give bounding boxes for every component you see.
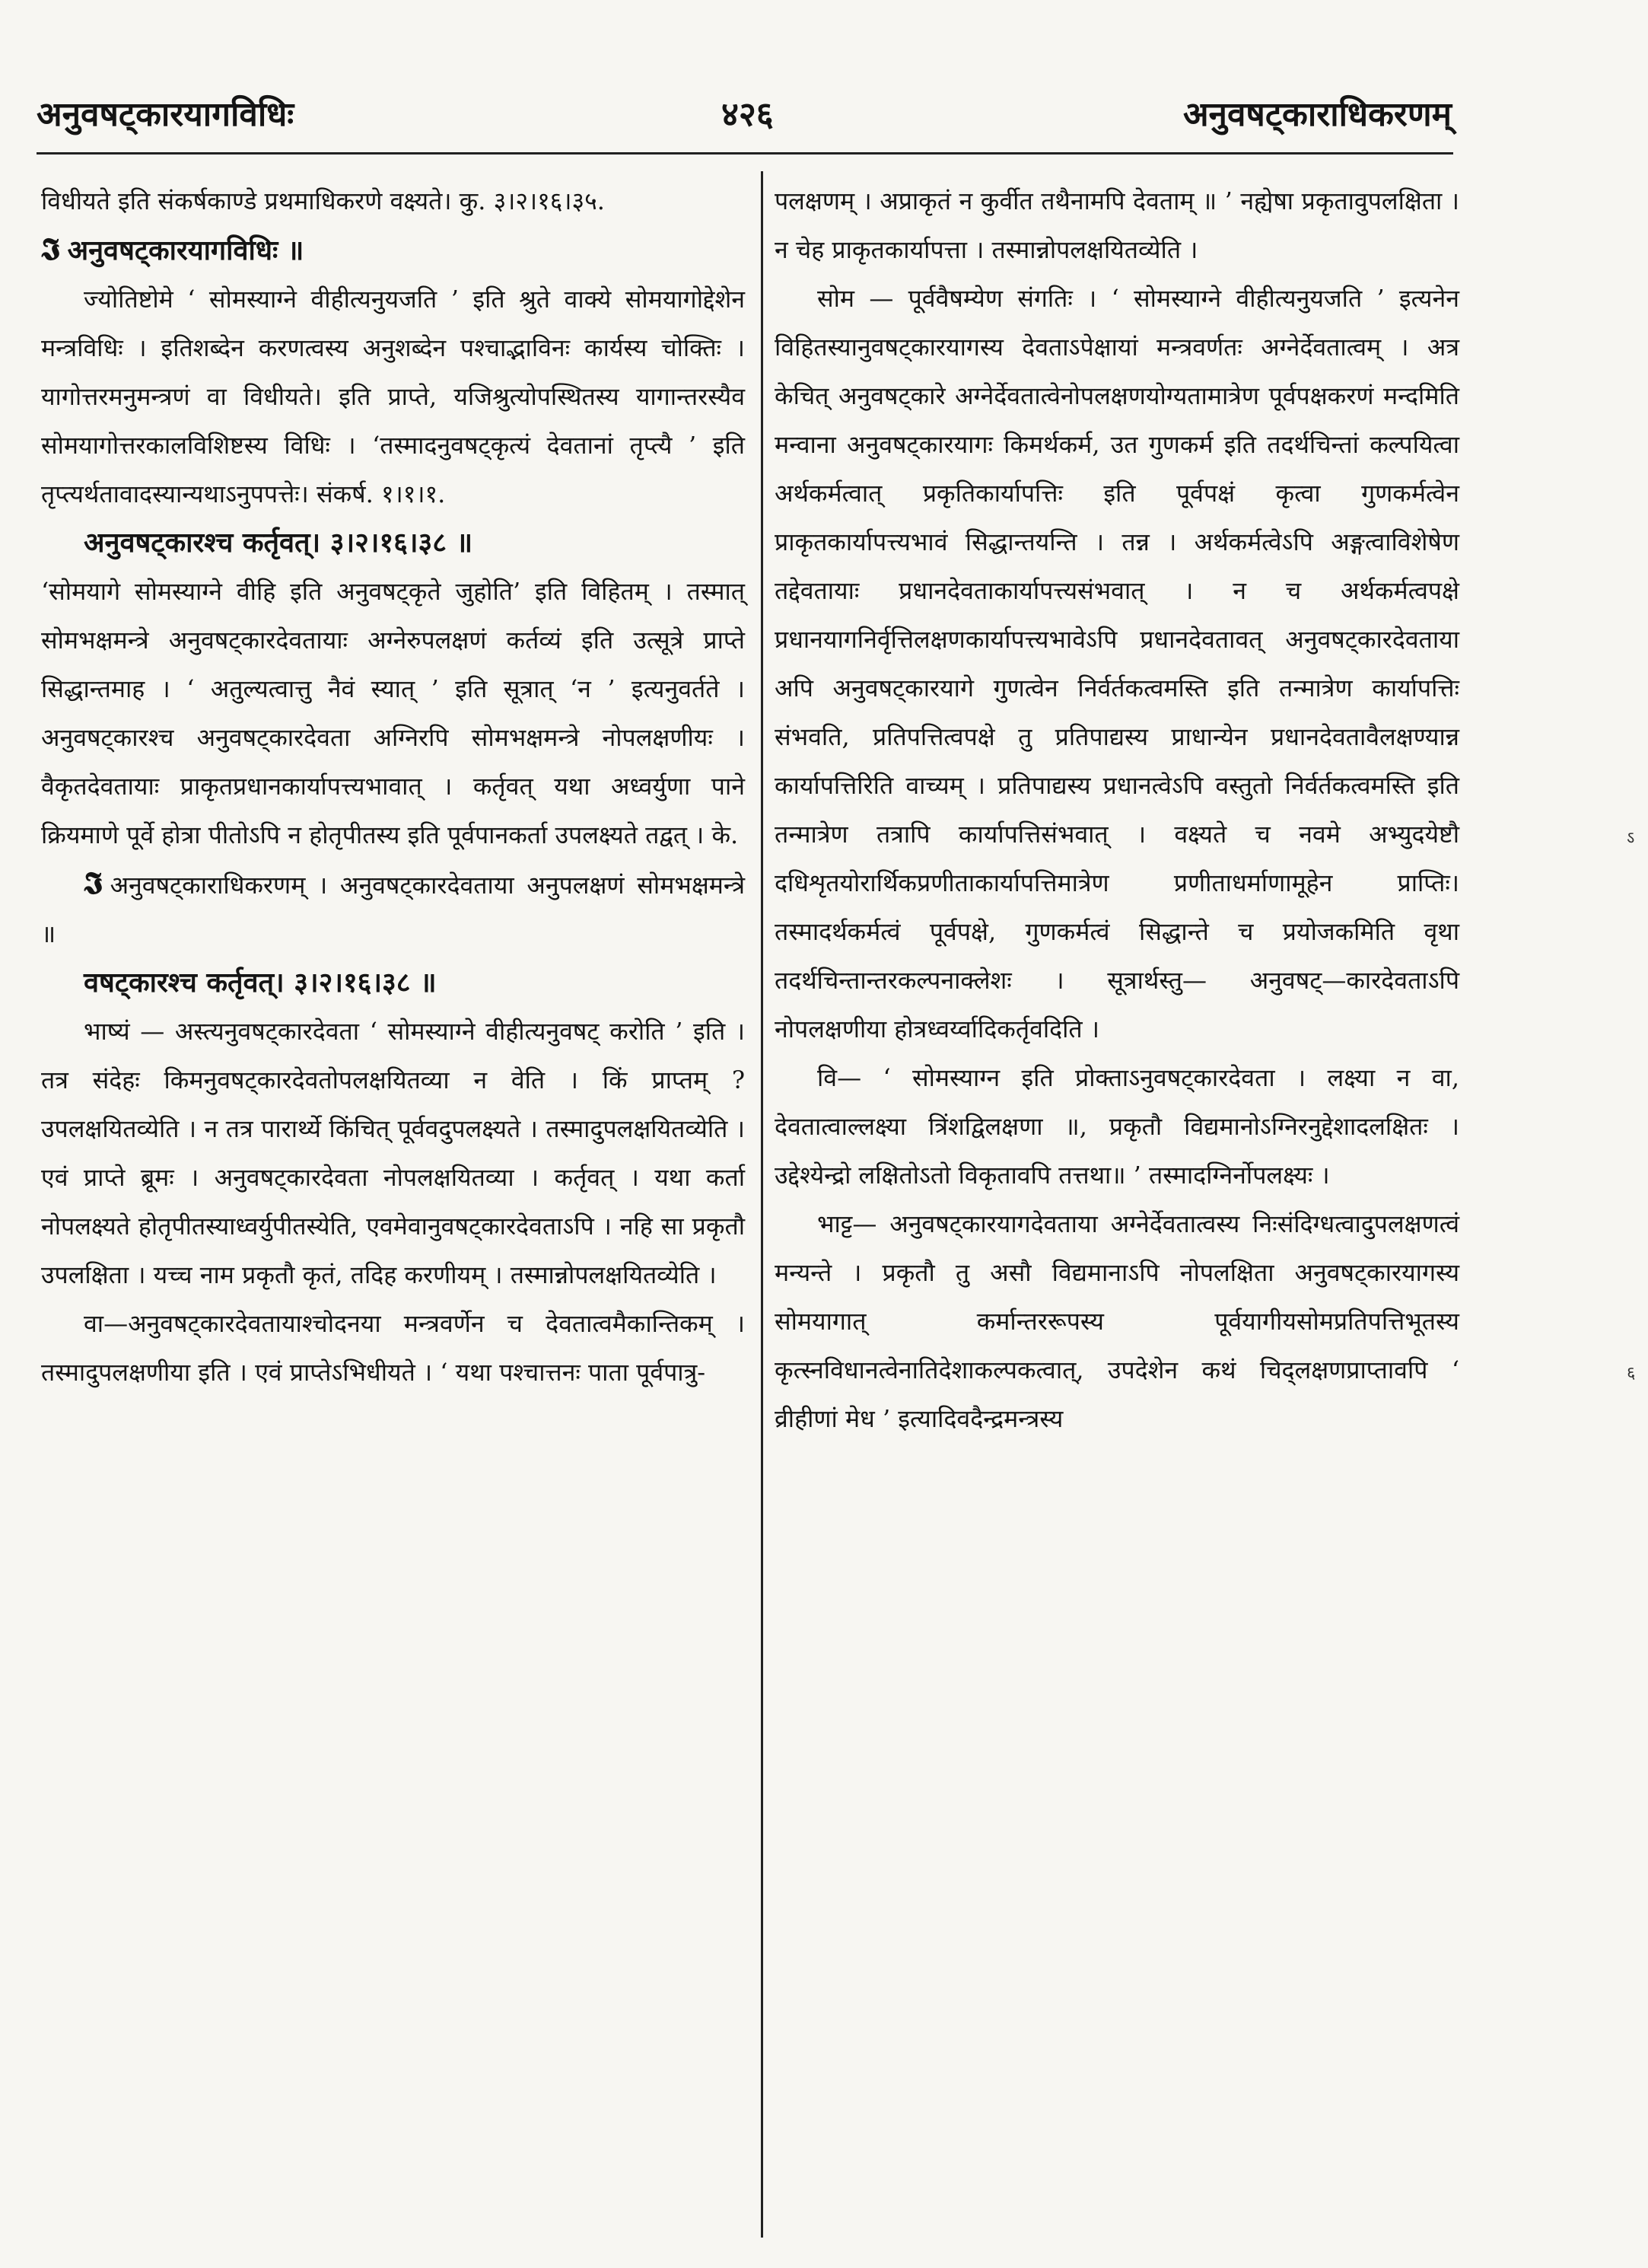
page-number: ४२६: [721, 95, 774, 134]
paragraph: भाष्यं — अस्त्यनुवषट्कारदेवता ‘ सोमस्याग्ने वीहीत्यनुवषट् करोति ’ इति । तत्र संदेहः किमनुवषट्कारदेवतोपलक्षयितव्या न वेति । किं प्राप्तम् ? उपलक्षयितव्येति । न तत्र पारार्थ्ये किंचित् पूर्ववदुपलक्ष्यते । तस्मादुपलक्षयितव्येति । एवं प्राप्ते ब्रूमः । अनुवषट्कारदेवता नोपलक्षयितव्या । कर्तृवत् । यथा कर्ता नोपलक्ष्यते होतृपीतस्याध्वर्युपीतस्येति, एवमेवानुवषट्कारदेवताऽपि । नहि सा प्रकृतौ उपलक्षिता । यच्च नाम प्रकृतौ कृतं, तदिह करणीयम् । तस्मान्नोपलक्षयितव्येति ।: [41, 1017, 745, 1289]
adhikarana-heading: 𝕴 अनुवषट्काराधिकरणम् । अनुवषट्कारदेवताया अनुपलक्षणं सोमभक्षमन्त्रे ॥: [41, 865, 745, 948]
sutra-heading: अनुवषट्कारश्च कर्तृवत्। ३।२।१६।३८ ॥: [84, 527, 473, 559]
left-column: [41, 177, 745, 1397]
paragraph: विधीयते इति संकर्षकाण्डे प्रथमाधिकरणे वक्ष्यते। कु. ३।२।१६।३५.: [41, 186, 605, 215]
paragraph: वि— ‘ सोमस्याग्न इति प्रोक्ताऽनुवषट्कारदेवता । लक्ष्या न वा, देवतात्वाल्लक्ष्या त्रिंशद्विलक्षणा ॥, प्रकृतौ विद्यमानोऽग्निरनुद्देशादलक्षितः । उद्देश्येन्द्रो लक्षितोऽतो विकृतावपि तत्तथा॥ ’ तस्मादग्निर्नोपलक्ष्यः ।: [775, 1063, 1459, 1190]
header-right-title: अनुवषट्काराधिकरणम्: [1182, 95, 1452, 134]
section-heading: 𝕴 अनुवषट्कारयागविधिः ॥: [41, 231, 304, 267]
margin-mark: ६: [1627, 1364, 1636, 1383]
sutra-heading: वषट्कारश्च कर्तृवत्। ३।२।१६।३८ ॥: [84, 967, 437, 999]
margin-mark: ऽ: [1627, 829, 1635, 848]
paragraph: ‘सोमयागे सोमस्याग्ने वीहि इति अनुवषट्कृते जुहोति’ इति विहितम् । तस्मात् सोमभक्षमन्त्रे अनुवषट्कारदेवतायाः अग्नेरुपलक्षणं कर्तव्यं इति उत्सूत्रे प्राप्ते सिद्धान्तमाह । ‘ अतुल्यत्वात्तु नैवं स्यात् ’ इति सूत्रात् ‘न ’ इत्यनुवर्तते । अनुवषट्कारश्च अनुवषट्कारदेवता अग्निरपि सोमभक्षमन्त्रे नोपलक्षणीयः । वैकृतदेवतायाः प्राकृतप्रधानकार्यापत्त्यभावात् । कर्तृवत् यथा अध्वर्युणा पाने क्रियमाणे पूर्वे होत्रा पीतोऽपि न होतृपीतस्य इति पूर्वपानकर्ता उपलक्ष्यते तद्वत् । के.: [41, 577, 746, 849]
header-rule: [37, 152, 1453, 154]
paragraph: सोम — पूर्ववैषम्येण संगतिः । ‘ सोमस्याग्ने वीहीत्यनुयजति ’ इत्यनेन विहितस्यानुवषट्कारयागस्य देवताऽपेक्षायां मन्त्रवर्णतः अग्नेर्देवतात्वम् । अत्र केचित् अनुवषट्कारे अग्नेर्देवतात्वेनोपलक्षणयोग्यतामात्रेण पूर्वपक्षकरणं मन्दमिति मन्वाना अनुवषट्कारयागः किमर्थकर्म, उत गुणकर्म इति तदर्थचिन्तां कल्पयित्वा अर्थकर्मत्वात् प्रकृतिकार्यापत्तिः इति पूर्वपक्षं कृत्वा गुणकर्मत्वेन प्राकृतकार्यापत्त्यभावं सिद्धान्तयन्ति । तन्न । अर्थकर्मत्वेऽपि अङ्गत्वाविशेषेण तद्देवतायाः प्रधानदेवताकार्यापत्त्यसंभवात् । न च अर्थकर्मत्वपक्षे प्रधानयागनिर्वृत्तिलक्षणकार्यापत्त्यभावेऽपि प्रधानदेवतावत् अनुवषट्कारदेवताया अपि अनुवषट्कारयागे गुणत्वेन निर्वर्तकत्वमस्ति इति तन्मात्रेण कार्यापत्तिः संभवति, प्रतिपत्तित्वपक्षे तु प्रतिपाद्यस्य प्राधान्येन प्रधानदेवतावैलक्षण्यान्न कार्यापत्तिरिति वाच्यम् । प्रतिपाद्यस्य प्रधानत्वेऽपि वस्तुतो निर्वर्तकत्वमस्ति इति तन्मात्रेण तत्रापि कार्यापत्तिसंभवात् । वक्ष्यते च नवमे अभ्युदयेष्टौ दधिशृतयोरार्थिकप्रणीताकार्यापत्तिमात्रेण प्रणीताधर्माणामूहेन प्राप्तिः। तस्मादर्थकर्मत्वं पूर्वपक्षे, गुणकर्मत्वं सिद्धान्ते च प्रयोजकमिति वृथा तदर्थचिन्तान्तरकल्पनाक्लेशः । सूत्रार्थस्तु— अनुवषट्—कारदेवताऽपि नोपलक्षणीया होत्रध्वर्य्वादिकर्तृवदिति ।: [775, 284, 1459, 1043]
column-divider: [761, 171, 763, 2238]
right-column: [775, 177, 1459, 1443]
header-left-title: अनुवषट्कारयागविधिः: [37, 95, 294, 134]
paragraph: वा—अनुवषट्कारदेवतायाश्चोदनया मन्त्रवर्णेन च देवतात्वमैकान्तिकम् । तस्मादुपलक्षणीया इति । एवं प्राप्तेऽभिधीयते । ‘ यथा पश्चात्तनः पाता पूर्वपात्रु-: [41, 1309, 745, 1387]
running-header: [37, 82, 1452, 143]
paragraph: भाट्ट— अनुवषट्कारयागदेवताया अग्नेर्देवतात्वस्य निःसंदिग्धत्वादुपलक्षणत्वं मन्यन्ते । प्रकृतौ तु असौ विद्यमानाऽपि नोपलक्षिता अनुवषट्कारयागस्य सोमयागात् कर्मान्तररूपस्य पूर्वयागीयसोमप्रतिपत्तिभूतस्य कृत्स्नविधानत्वेनातिदेशाकल्पकत्वात्, उपदेशेन कथं चिद्लक्षणप्राप्तावपि ‘ व्रीहीणां मेध ’ इत्यादिवदैन्द्रमन्त्रस्य: [775, 1209, 1459, 1433]
section-symbol-icon: 𝕴: [84, 865, 103, 901]
paragraph: पलक्षणम् । अप्राकृतं न कुर्वीत तथैनामपि देवताम् ॥ ’ नह्येषा प्रकृतावुपलक्षिता । न चेह प्राकृतकार्यापत्ता । तस्मान्नोपलक्षयितव्येति ।: [775, 186, 1459, 264]
section-symbol-icon: 𝕴: [41, 231, 60, 267]
paragraph: ज्योतिष्टोमे ‘ सोमस्याग्ने वीहीत्यनुयजति ’ इति श्रुते वाक्ये सोमयागोद्देशेन मन्त्रविधिः । इतिशब्देन करणत्वस्य अनुशब्देन पश्चाद्भाविनः कार्यस्य चोक्तिः । यागोत्तरमनुमन्त्रणं वा विधीयते। इति प्राप्ते, यजिश्रुत्योपस्थितस्य यागान्तरस्यैव सोमयागोत्तरकालविशिष्टस्य विधिः । ‘तस्मादनुवषट्कृत्यं देवतानां तृप्त्यै ’ इति तृप्त्यर्थतावादस्यान्यथाऽनुपपत्तेः। संकर्ष. १।१।१.: [41, 285, 745, 508]
